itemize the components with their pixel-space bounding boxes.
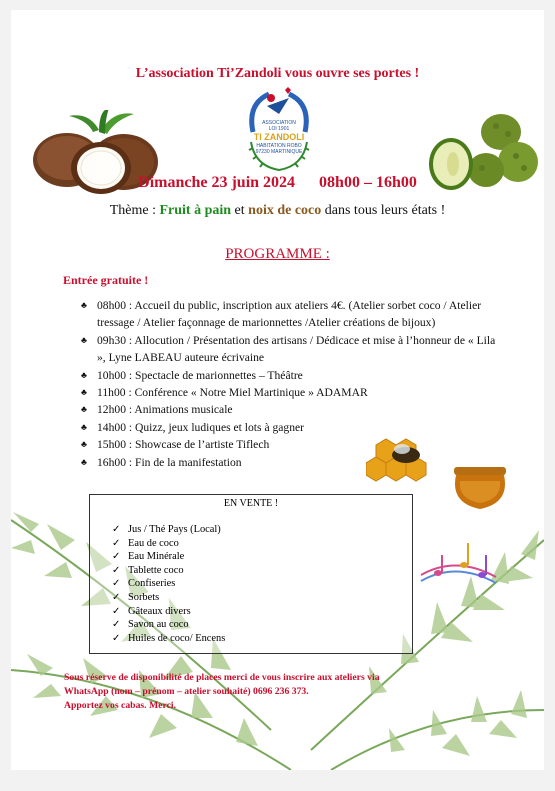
free-entry-label: Entrée gratuite ! — [63, 273, 149, 287]
association-logo — [239, 84, 319, 184]
schedule-item: ♣ 15h00 : Showcase de l’artiste Tiflech — [81, 436, 501, 453]
schedule-item: ♣ 09h30 : Allocution / Présentation des artisans / Dédicace et mise à l’honneur de « Lila », Lyne LABEAU auteure écrivaine — [81, 332, 501, 367]
for-sale-item: ✓ Gâteaux divers — [112, 605, 412, 619]
event-theme — [11, 203, 544, 219]
theme-suffix: dans tous leurs états ! — [324, 203, 446, 218]
schedule-item: ♣ 12h00 : Animations musicale — [81, 401, 501, 418]
for-sale-item: ✓ Eau de coco — [112, 537, 412, 551]
registration-note-line-1: Sous réserve de disponibilité de places merci de vous inscrire aux ateliers via — [64, 672, 380, 683]
for-sale-item: ✓ Confiseries — [112, 577, 412, 591]
logo-text-1: ASSOCIATION — [262, 120, 296, 126]
logo-text-2: LOI 1901 — [268, 126, 290, 132]
theme-item-breadfruit: Fruit à pain — [159, 203, 232, 218]
event-date: Dimanche 23 juin 2024 — [138, 174, 296, 191]
programme-heading: PROGRAMME : — [225, 246, 330, 262]
schedule-item: ♣ 14h00 : Quizz, jeux ludiques et lots à gagner — [81, 419, 501, 436]
event-datetime — [11, 174, 544, 192]
for-sale-item: ✓ Jus / Thé Pays (Local) — [112, 523, 412, 537]
for-sale-box — [89, 494, 413, 654]
event-time: 08h00 – 16h00 — [319, 174, 417, 191]
schedule-item: ♣ 08h00 : Accueil du public, inscription aux ateliers 4€. (Atelier sorbet coco / Atelier tressage / Atelier façonnage de marionnettes /Atelier créations de bijoux) — [81, 297, 501, 332]
schedule-item: ♣ 10h00 : Spectacle de marionnettes – Théâtre — [81, 367, 501, 384]
theme-prefix: Thème : — [109, 203, 156, 218]
for-sale-item: ✓ Savon au coco — [112, 618, 412, 632]
for-sale-list — [112, 523, 412, 645]
for-sale-item: ✓ Sorbets — [112, 591, 412, 605]
theme-item-coconut: noix de coco — [248, 203, 322, 218]
flyer-title: L’association Ti’Zandoli vous ouvre ses portes ! — [135, 66, 420, 81]
music-notes-decoration — [416, 535, 501, 605]
for-sale-item: ✓ Huiles de coco/ Encens — [112, 632, 412, 646]
logo-text-5: 97230 MARTINIQUE — [255, 149, 303, 155]
logo-text-3: TI ZANDOLI — [253, 132, 305, 142]
for-sale-item: ✓ Eau Minérale — [112, 550, 412, 564]
registration-note-line-2: WhatsApp (nom – prénom – atelier souhaité) 0696 236 373. — [64, 685, 309, 697]
registration-note — [64, 671, 484, 712]
theme-connector: et — [234, 203, 245, 218]
schedule-item: ♣ 11h00 : Conférence « Notre Miel Martinique » ADAMAR — [81, 384, 501, 401]
registration-note-line-3: Apportez vos cabas. Merci. — [64, 699, 177, 711]
flyer-page — [11, 10, 544, 770]
for-sale-item: ✓ Tablette coco — [112, 564, 412, 578]
for-sale-title: EN VENTE ! — [223, 498, 279, 509]
schedule-item: ♣ 16h00 : Fin de la manifestation — [81, 454, 501, 471]
logo-text-4: HABITATION ROBO — [256, 143, 302, 149]
